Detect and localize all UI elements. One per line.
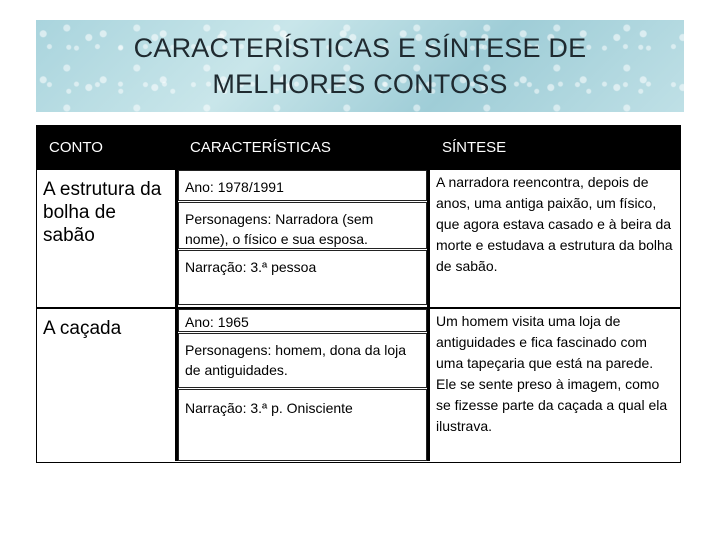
row-divider (37, 168, 680, 170)
table-row-1-ano: Ano: 1978/1991 (178, 170, 427, 201)
table-row-2-narracao: Narração: 3.ª p. Onisciente (178, 389, 427, 461)
stories-table (36, 125, 681, 463)
table-row-1-narracao: Narração: 3.ª pessoa (178, 250, 427, 305)
table-row-2-sintese: Um homem visita uma loja de antiguidades e fica fascinado com uma tapeçaria que está na parede. Ele se sente preso à imagem, como se fizesse parte da caçada a qual ela ilustrava. (430, 309, 680, 461)
row-divider (37, 307, 680, 309)
header-sintese: SÍNTESE (430, 126, 680, 168)
header-conto: CONTO (37, 126, 175, 168)
header-caracteristicas: CARACTERÍSTICAS (178, 126, 427, 168)
table-row-2-ano: Ano: 1965 (178, 309, 427, 332)
table-row-1-sintese: A narradora reencontra, depois de anos, uma antiga paixão, um físico, que agora estava casado e à beira da morte e estudava a estrutura da bolha de sabão. (430, 170, 680, 307)
table-row-1-personagens: Personagens: Narradora (sem nome), o físico e sua esposa. (178, 202, 427, 249)
page-title: CARACTERÍSTICAS E SÍNTESE DE MELHORES CONTOSS (133, 33, 587, 99)
table-row-2-conto: A caçada (37, 309, 175, 461)
table-row-2-personagens: Personagens: homem, dona da loja de antiguidades. (178, 333, 427, 388)
column-divider (175, 126, 178, 461)
column-divider (427, 126, 430, 461)
title-banner (36, 20, 684, 112)
table-row-1-conto: A estrutura da bolha de sabão (37, 170, 175, 307)
